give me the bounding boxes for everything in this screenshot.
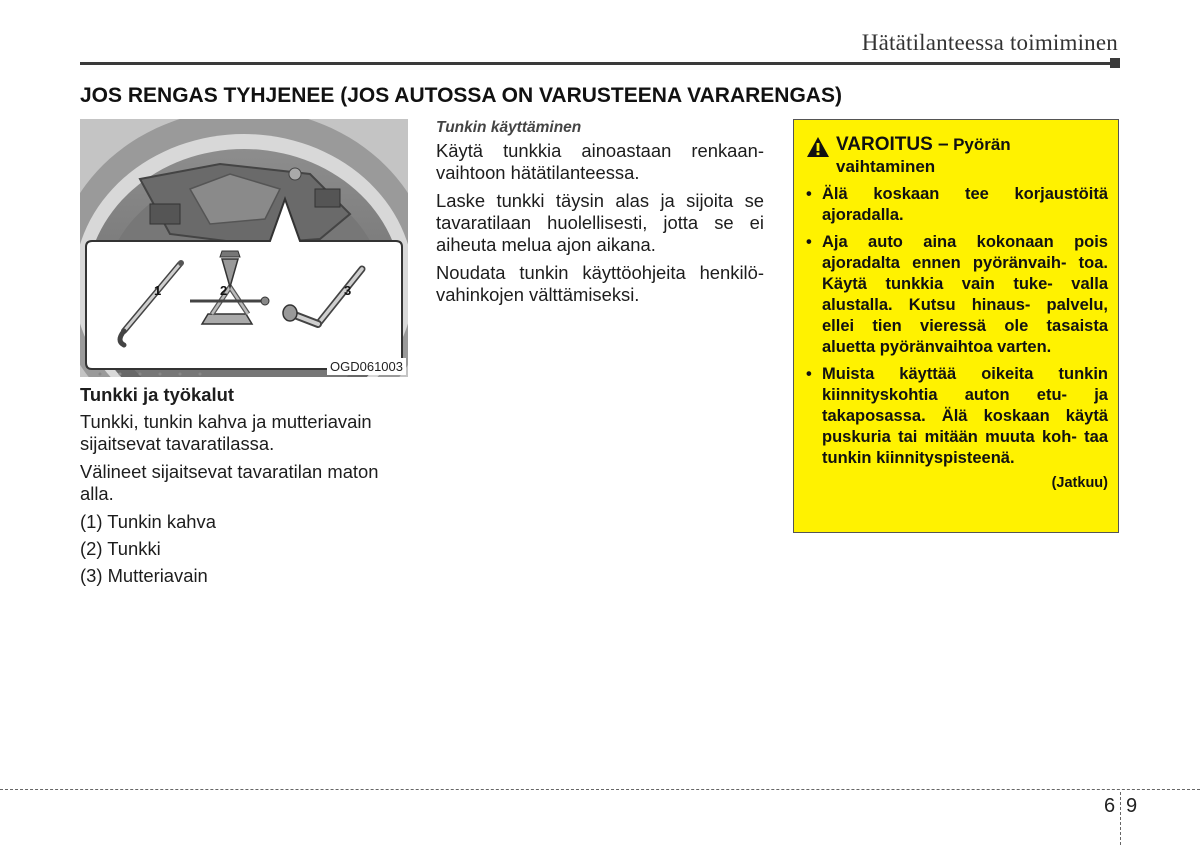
warning-item: • Älä koskaan tee korjaustöitä ajoradalla. [806,184,1108,226]
header-rule [80,62,1120,65]
figure-label-3: 3 [344,283,352,298]
figure-code: OGD061003 [327,358,406,375]
tools-subheading: Tunkki ja työkalut [80,384,234,405]
tools-location-paragraph: Tunkki, tunkin kahva ja mutteriavain sijaitsevat tavaratilassa. [80,411,372,454]
jack-usage-paragraph-2: Laske tunkki täysin alas ja sijoita se tavaratilaan huolellisesti, jotta se ei aiheuta melua ajon aikana. [436,190,764,255]
figure-label-2: 2 [220,283,228,298]
warning-box [793,119,1119,533]
page-number: 9 [1126,795,1138,817]
warning-subtitle-second: vaihtaminen [836,157,936,176]
illustration-drawing [80,119,408,377]
jack-tools-illustration [80,119,408,377]
tool-list-item: (1) Tunkin kahva [80,511,216,532]
footer-rule [0,789,1200,790]
page-number-divider [1120,792,1121,845]
header-rule-tab [1110,58,1120,68]
tools-description [80,384,408,592]
jack-usage-paragraph-1: Käytä tunkkia ainoastaan renkaan- vaihtoon hätätilanteessa. [436,140,764,183]
warning-title: VAROITUS – [836,134,949,155]
jack-usage-subheading: Tunkin käyttäminen [436,119,582,136]
chapter-number: 6 [1104,795,1116,817]
warning-item: • Aja auto aina kokonaan pois ajoradalta ennen pyöränvaih- toa. Käytä tunkkia vain tuke- valla alustalla. Kutsu hinaus- palvelu, ellei tien vieressä ole tasaista aluetta pyöränvaihtoa varten. [806,232,1108,358]
section-heading: JOS RENGAS TYHJENEE (JOS AUTOSSA ON VARUSTEENA VARARENGAS) [80,84,842,107]
figure-label-1: 1 [154,283,162,298]
warning-subtitle-first: Pyörän [953,135,1011,154]
chapter-title: Hätätilanteessa toimiminen [861,30,1118,55]
tool-list-item: (3) Mutteriavain [80,565,208,586]
warning-continued: (Jatkuu) [1051,475,1108,491]
tools-under-mat-paragraph: Välineet sijaitsevat tavaratilan maton alla. [80,461,379,504]
warning-header [806,134,1108,178]
tool-list-item: (2) Tunkki [80,538,161,559]
warning-item: • Muista käyttää oikeita tunkin kiinnityskohtia auton etu- ja takaposassa. Älä koskaan käytä puskuria tai mitään muuta koh- taa tunkin kiinnityspisteenä. [806,364,1108,469]
jack-usage-section [436,119,764,312]
warning-triangle-icon [806,136,830,158]
jack-usage-paragraph-3: Noudata tunkin käyttöohjeita henkilö- vahinkojen välttämiseksi. [436,262,764,305]
warning-list [806,184,1108,469]
